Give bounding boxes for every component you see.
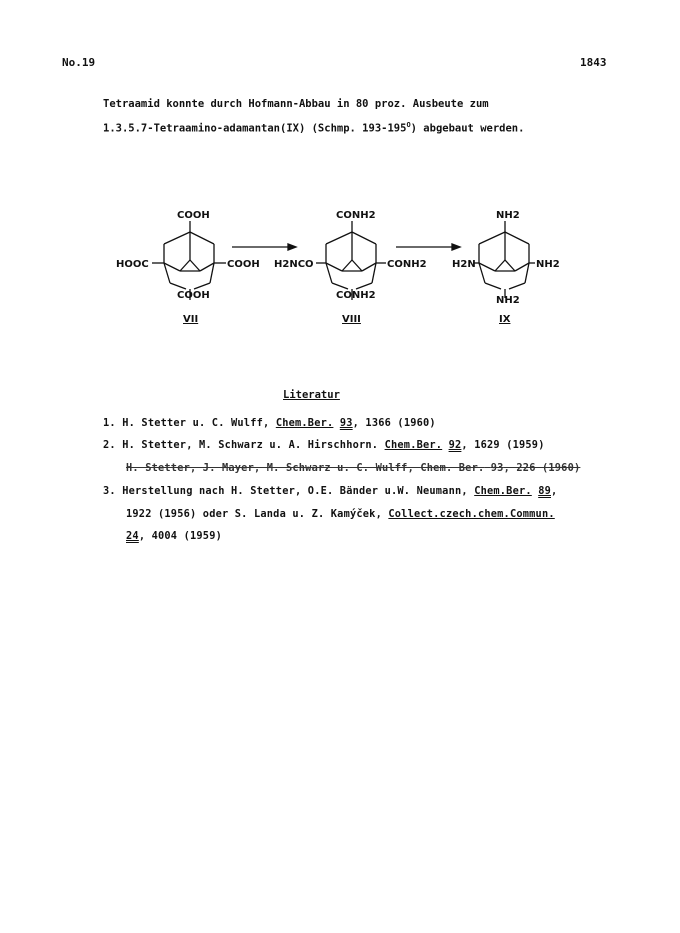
intro-line-2: 1.3.5.7-Tetraamino-adamantan(IX) (Schmp. $193-195^O$) abgebaut werden. bbox=[103, 121, 525, 135]
reference-2b: H. Stetter, J. Mayer, M. Schwarz u. C. Wulff, Chem. Ber. 93, 226 (1960) bbox=[126, 462, 581, 474]
compound-VIII bbox=[274, 210, 427, 325]
label-VII: VII bbox=[183, 314, 199, 325]
compound-IX bbox=[452, 210, 560, 325]
ix-right-group: NH2 bbox=[536, 259, 560, 270]
vii-top-group: COOH bbox=[177, 210, 210, 221]
literature-heading: Literatur bbox=[283, 389, 340, 401]
reference-3-line-3: 24, 4004 (1959) bbox=[126, 530, 223, 542]
vii-right-group: COOH bbox=[227, 259, 260, 270]
reference-3-line-1: 3. Herstellung nach H. Stetter, O.E. Bänder u.W. Neumann, Chem.Ber. 89, bbox=[103, 485, 558, 497]
viii-bottom-group: CONH2 bbox=[336, 290, 376, 301]
header-left: No.19 bbox=[62, 56, 96, 69]
vii-bottom-group: COOH bbox=[177, 290, 210, 301]
intro-line-1: Tetraamid konnte durch Hofmann-Abbau in 80 proz. Ausbeute zum bbox=[103, 98, 489, 110]
reference-2: 2. H. Stetter, M. Schwarz u. A. Hirschhorn. Chem.Ber. 92, 1629 (1959) bbox=[103, 439, 545, 451]
page-number: 1843 bbox=[580, 56, 607, 69]
label-VIII: VIII bbox=[342, 314, 361, 325]
viii-left-group: H2NCO bbox=[274, 259, 314, 270]
ix-left-group: H2N bbox=[452, 259, 476, 270]
arrow-2 bbox=[396, 244, 460, 250]
arrow-1 bbox=[232, 244, 296, 250]
reaction-scheme bbox=[0, 190, 680, 340]
compound-VII bbox=[116, 210, 260, 325]
ix-bottom-group: NH2 bbox=[496, 295, 520, 306]
reference-3-line-2: 1922 (1956) oder S. Landa u. Z. Kamýček, Collect.czech.chem.Commun. bbox=[126, 508, 555, 520]
reference-1: 1. H. Stetter u. C. Wulff, Chem.Ber. 93, 1366 (1960) bbox=[103, 417, 436, 429]
viii-top-group: CONH2 bbox=[336, 210, 376, 221]
label-IX: IX bbox=[499, 314, 511, 325]
ix-top-group: NH2 bbox=[496, 210, 520, 221]
viii-right-group: CONH2 bbox=[387, 259, 427, 270]
vii-left-group: HOOC bbox=[116, 259, 149, 270]
